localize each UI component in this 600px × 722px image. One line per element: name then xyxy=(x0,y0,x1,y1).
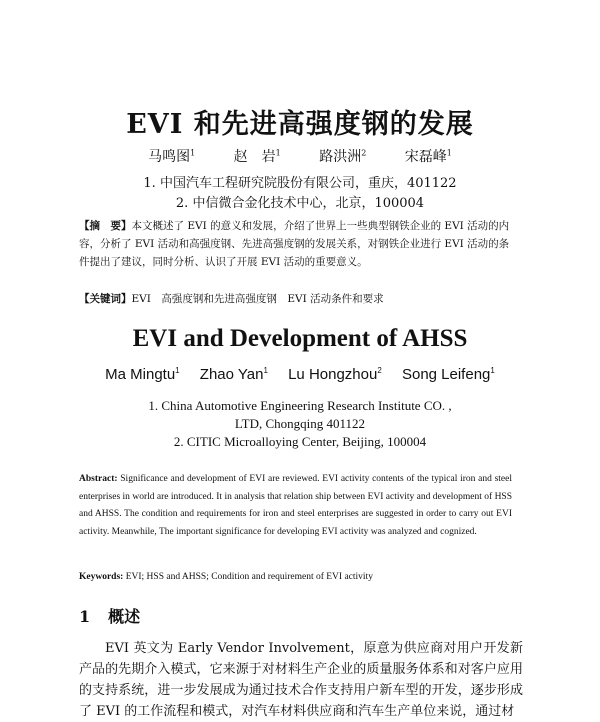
section-heading xyxy=(79,604,140,627)
english-author: Zhao Yan$^1$ xyxy=(199,366,268,383)
chinese-keywords-label: 【关键词】 xyxy=(79,293,132,305)
chinese-abstract-text: 本文概述了 EVI 的意义和发展，介绍了世界上一些典型钢铁企业的 EVI 活动的内容，分析了 EVI 活动和高强度钢、先进高强度钢的发展关系，对钢铁企业进行 EVI 活动的条件提出了建议，同时分析、认识了开展 EVI 活动的重要意义。 xyxy=(79,220,510,268)
chinese-title: EVI 和先进高强度钢的发展 xyxy=(126,109,474,140)
chinese-author: 赵 岩$^1$ xyxy=(233,148,281,165)
body-paragraph: EVI 英文为 Early Vendor Involvement，原意为供应商对用户开发新产品的先期介入模式，它来源于对材料生产企业的质量服务体系和对客户应用的支持系统，进一步发展成为通过技术合作支持用户新车型的开发，逐步形成了 EVI 的工作流程和模式，对汽车材料供应商和汽车生产单位来说，通过材 xyxy=(79,641,523,719)
chinese-keywords-text: EVI 高强度钢和先进高强度钢 EVI 活动条件和要求 xyxy=(131,293,384,305)
chinese-abstract-label: 【摘 要】 xyxy=(79,220,132,232)
chinese-author: 马鸣图$^1$ xyxy=(148,148,196,165)
english-authors xyxy=(0,366,600,383)
section-number: 1 xyxy=(79,607,91,626)
chinese-affiliation-1: 1. 中国汽车工程研究院股份有限公司，重庆，401122 xyxy=(143,176,457,191)
chinese-author: 宋磊峰$^1$ xyxy=(404,148,452,165)
english-keywords xyxy=(79,572,519,582)
chinese-keywords xyxy=(79,291,519,306)
english-affiliation-1: 1. China Automotive Engineering Research Institute CO. , xyxy=(148,398,452,413)
chinese-authors xyxy=(0,146,600,166)
chinese-abstract xyxy=(79,217,519,271)
english-author: Ma Mingtu$^1$ xyxy=(105,366,180,383)
section-title: 概述 xyxy=(108,607,141,626)
english-keywords-label: Keywords: xyxy=(79,572,124,582)
english-title: EVI and Development of AHSS xyxy=(132,325,468,352)
chinese-affiliation-2: 2. 中信微合金化技术中心，北京，100004 xyxy=(175,196,425,211)
english-abstract-text: Significance and development of EVI are reviewed. EVI activity contents of the typical iron and steel enterprises in world are introduced. It in analysis that relation ship between EVI activity and development of HSS and AHSS. The condition and requirements for iron and steel enterprises are suggested in order to carry out EVI activity. Meanwhile, The important significance for developing EVI activity was analyzed and cognized. xyxy=(79,474,512,537)
english-abstract-label: Abstract: xyxy=(79,474,118,484)
english-keywords-text: EVI; HSS and AHSS; Condition and requirement of EVI activity xyxy=(125,572,373,582)
english-abstract xyxy=(79,471,512,541)
english-author: Lu Hongzhou$^2$ xyxy=(288,366,382,383)
english-affiliation-1-cont: LTD, Chongqing 401122 xyxy=(234,416,366,431)
english-author: Song Leifeng$^1$ xyxy=(401,366,495,383)
chinese-author: 路洪洲$^2$ xyxy=(319,148,367,165)
english-affiliation-2: 2. CITIC Microalloying Center, Beijing, 100004 xyxy=(173,434,427,449)
